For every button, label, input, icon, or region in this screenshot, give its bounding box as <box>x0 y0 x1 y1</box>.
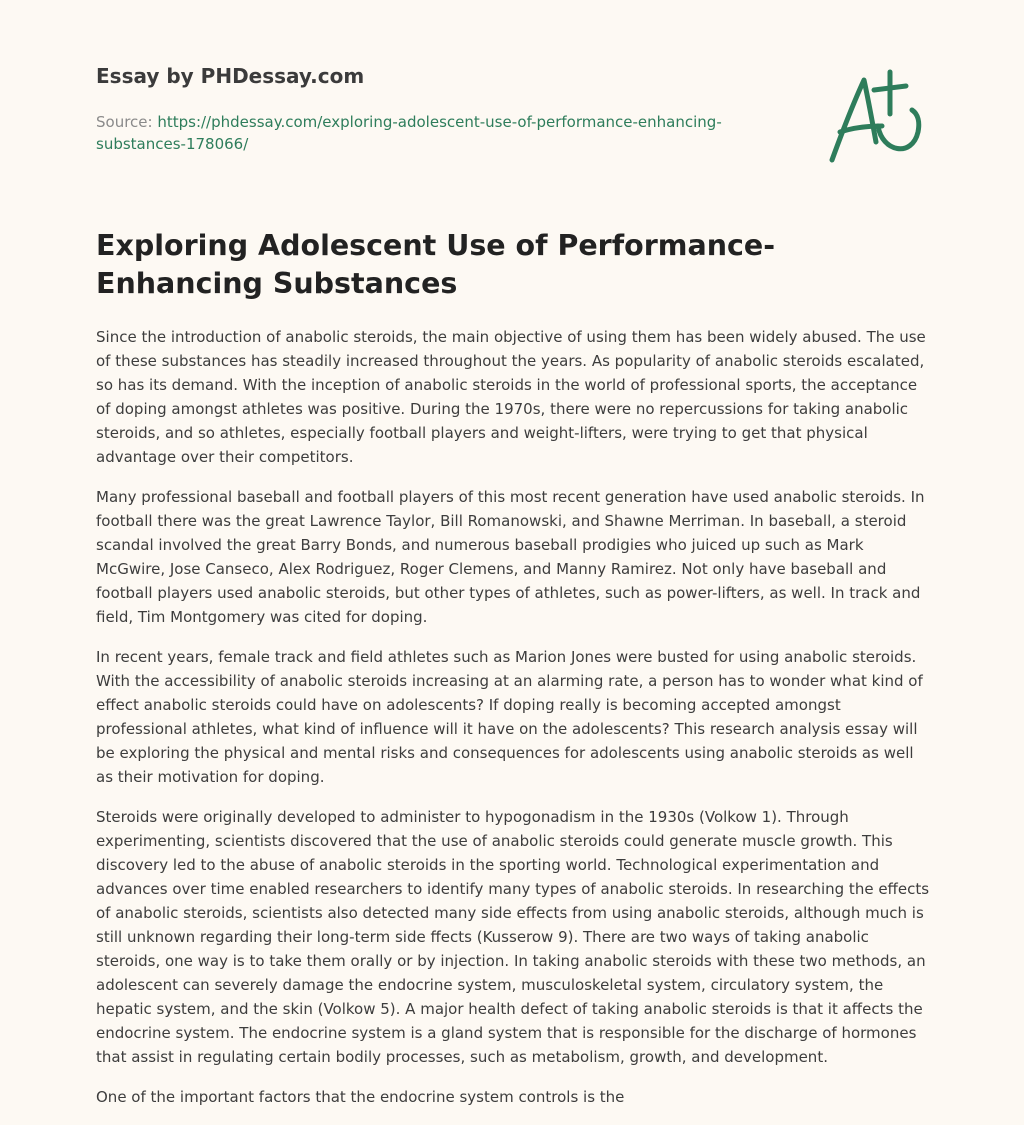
paragraph: Steroids were originally developed to administer to hypogonadism in the 1930s (Volkow 1). Through experimenting, scientists discovered that the use of anabolic steroids could generate muscle growth. This discovery led to the abuse of anabolic steroids in the sporting world. Technological experimentation and advances over time enabled researchers to identify many types of anabolic steroids. In researching the effects of anabolic steroids, scientists also detected many side effects from using anabolic steroids, although much is still unknown regarding their long-term side ffects (Kusserow 9). There are two ways of taking anabolic steroids, one way is to take them orally or by injection. In taking anabolic steroids with these two methods, an adolescent can severely damage the endocrine system, musculoskeletal system, circulatory system, the hepatic system, and the skin (Volkow 5). A major health defect of taking anabolic steroids is that it affects the endocrine system. The endocrine system is a gland system that is responsible for the discharge of hormones that assist in regulating certain bodily processes, such as metabolism, growth, and development. <box>96 808 930 1066</box>
paragraph: Since the introduction of anabolic steroids, the main objective of using them has been widely abused. The use of these substances has steadily increased throughout the years. As popularity of anabolic steroids escalated, so has its demand. With the inception of anabolic steroids in the world of professional sports, the acceptance of doping amongst athletes was positive. During the 1970s, there were no repercussions for taking anabolic steroids, and so athletes, especially football players and weight-lifters, were trying to get that physical advantage over their competitors. <box>96 328 926 466</box>
paragraph: Many professional baseball and football players of this most recent generation have used anabolic steroids. In football there was the great Lawrence Taylor, Bill Romanowski, and Shawne Merriman. In baseball, a steroid scandal involved the great Barry Bonds, and numerous baseball prodigies who juiced up such as Mark McGwire, Jose Canseco, Alex Rodriguez, Roger Clemens, and Manny Ramirez. Not only have baseball and football players used anabolic steroids, but other types of athletes, such as power-lifters, as well. In track and field, Tim Montgomery was cited for doping. <box>96 488 925 626</box>
site-title: Essay by PHDessay.com <box>96 64 365 88</box>
a-plus-grade-icon <box>826 68 931 168</box>
source-line <box>96 111 756 155</box>
essay-body <box>96 325 932 1125</box>
essay-title: Exploring Adolescent Use of Performance-Enhancing Substances <box>96 229 776 300</box>
paragraph: One of the important factors that the endocrine system controls is the <box>96 1088 625 1106</box>
source-label: Source: <box>96 113 158 131</box>
paragraph: In recent years, female track and field athletes such as Marion Jones were busted for using anabolic steroids. With the accessibility of anabolic steroids increasing at an alarming rate, a person has to wonder what kind of effect anabolic steroids could have on adolescents? If doping really is becoming accepted amongst professional athletes, what kind of influence will it have on the adolescents? This research analysis essay will be exploring the physical and mental risks and consequences for adolescents using anabolic steroids as well as their motivation for doping. <box>96 648 923 786</box>
source-link[interactable]: https://phdessay.com/exploring-adolescent-use-of-performance-enhancing-substances-178066/ <box>96 113 722 153</box>
